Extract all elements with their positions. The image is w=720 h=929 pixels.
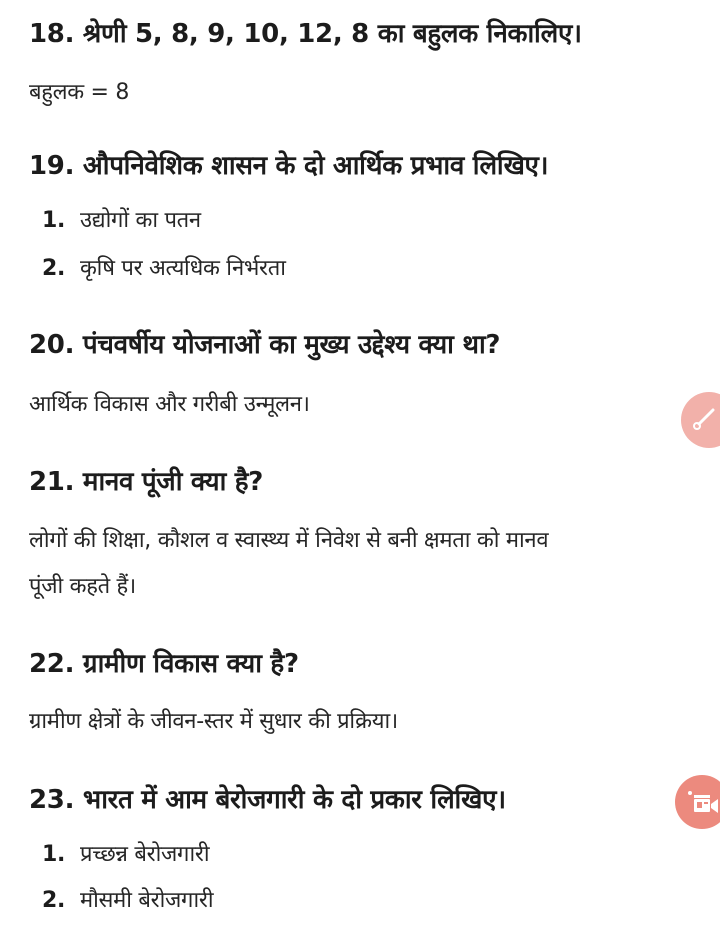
list-number: 2. (42, 256, 66, 281)
question-21-title: 21. मानव पूंजी क्या है? (29, 467, 264, 497)
list-text: उद्योगों का पतन (80, 208, 201, 233)
list-text: प्रच्छन्न बेरोजगारी (80, 842, 210, 867)
question-19-list-item-1 (42, 204, 201, 234)
question-19-list-item-2 (42, 252, 286, 282)
question-19-title: 19. औपनिवेशिक शासन के दो आर्थिक प्रभाव लिखिए। (29, 151, 549, 181)
question-23-title: 23. भारत में आम बेरोजगारी के दो प्रकार लिखिए। (29, 785, 506, 815)
question-21-answer-line-2: पूंजी कहते हैं। (29, 574, 136, 599)
video-camera-icon (686, 789, 720, 815)
question-22-title: 22. ग्रामीण विकास क्या है? (29, 649, 299, 679)
question-21-answer-line-1: लोगों की शिक्षा, कौशल व स्वास्थ्य में निवेश से बनी क्षमता को मानव (29, 528, 549, 553)
pen-icon (689, 407, 715, 433)
list-number: 2. (42, 888, 66, 913)
list-number: 1. (42, 842, 66, 867)
list-number: 1. (42, 208, 66, 233)
list-text: मौसमी बेरोजगारी (80, 888, 214, 913)
question-23-list-item-1 (42, 838, 209, 868)
question-23-list-item-2 (42, 884, 213, 914)
floating-pen-button[interactable] (681, 392, 720, 448)
question-18-answer: बहुलक = 8 (29, 80, 130, 105)
question-22-answer: ग्रामीण क्षेत्रों के जीवन-स्तर में सुधार की प्रक्रिया। (29, 709, 398, 734)
list-text: कृषि पर अत्यधिक निर्भरता (80, 256, 286, 281)
question-20-answer: आर्थिक विकास और गरीबी उन्मूलन। (29, 392, 310, 417)
floating-screen-recorder-button[interactable] (675, 775, 720, 829)
question-18-title: 18. श्रेणी 5, 8, 9, 10, 12, 8 का बहुलक निकालिए। (29, 19, 582, 49)
question-20-title: 20. पंचवर्षीय योजनाओं का मुख्य उद्देश्य क्या था? (29, 330, 501, 360)
